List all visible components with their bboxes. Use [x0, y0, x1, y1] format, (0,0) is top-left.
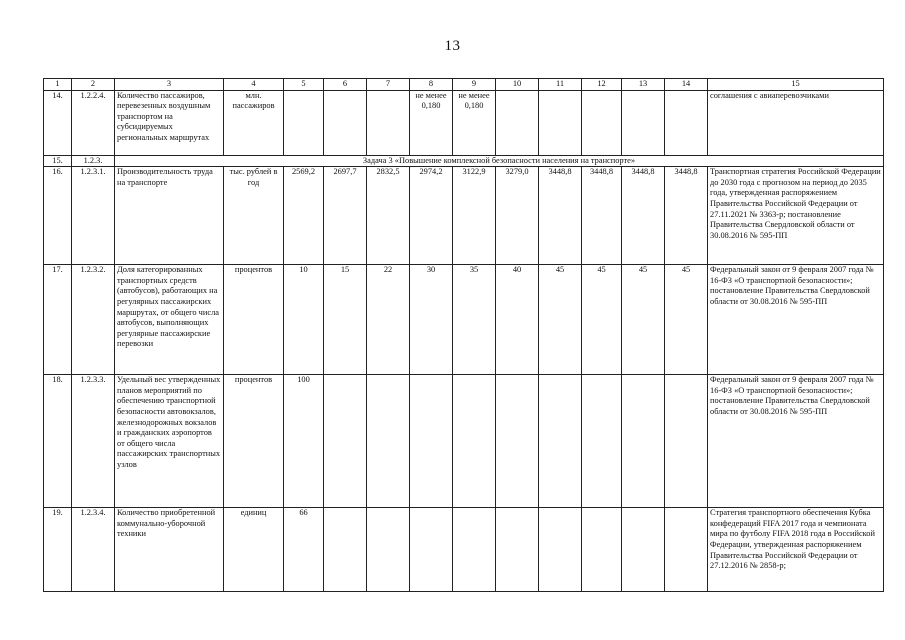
row-code: 1.2.3.2. [72, 265, 115, 375]
value-cell: 66 [284, 508, 324, 592]
value-cell: 45 [665, 265, 708, 375]
value-cell [324, 508, 367, 592]
page-number: 13 [444, 38, 461, 54]
row-code: 1.2.3.1. [72, 167, 115, 265]
value-cell: 3448,8 [539, 167, 582, 265]
unit-cell: тыс. рублей в год [224, 167, 284, 265]
unit-cell: млн. пассажиров [224, 90, 284, 155]
unit-cell: процентов [224, 375, 284, 508]
value-cell: 2832,5 [367, 167, 410, 265]
header-cell: 10 [496, 79, 539, 91]
header-cell: 8 [410, 79, 453, 91]
value-cell [324, 90, 367, 155]
indicators-table [43, 78, 884, 592]
value-cell: не менее 0,180 [453, 90, 496, 155]
value-cell: 10 [284, 265, 324, 375]
value-cell: 45 [582, 265, 622, 375]
value-cell [582, 375, 622, 508]
value-cell: 30 [410, 265, 453, 375]
table-row [44, 265, 884, 375]
header-cell: 15 [708, 79, 884, 91]
unit-cell: процентов [224, 265, 284, 375]
row-code: 1.2.3.4. [72, 508, 115, 592]
table-row [44, 90, 884, 155]
task-title: Задача 3 «Повышение комплексной безопасности населения на транспорте» [115, 155, 884, 167]
value-cell [324, 375, 367, 508]
header-cell: 5 [284, 79, 324, 91]
header-cell: 13 [622, 79, 665, 91]
value-cell [410, 508, 453, 592]
header-cell: 4 [224, 79, 284, 91]
value-cell: 2697,7 [324, 167, 367, 265]
row-code: 1.2.3.3. [72, 375, 115, 508]
header-cell: 12 [582, 79, 622, 91]
value-cell: 3448,8 [665, 167, 708, 265]
row-number: 19. [44, 508, 72, 592]
value-cell: 22 [367, 265, 410, 375]
value-cell [453, 508, 496, 592]
header-cell: 3 [115, 79, 224, 91]
value-cell: 15 [324, 265, 367, 375]
value-cell [582, 508, 622, 592]
value-cell: 40 [496, 265, 539, 375]
value-cell [496, 508, 539, 592]
value-cell: 2974,2 [410, 167, 453, 265]
value-cell [284, 90, 324, 155]
value-cell [453, 375, 496, 508]
row-number: 18. [44, 375, 72, 508]
indicator-name: Количество пассажиров, перевезенных воздушным транспортом на субсидируемых региональных маршрутах [115, 90, 224, 155]
source-cell: соглашения с авиаперевозчиками [708, 90, 884, 155]
row-number: 17. [44, 265, 72, 375]
value-cell: не менее 0,180 [410, 90, 453, 155]
value-cell [539, 375, 582, 508]
value-cell [665, 375, 708, 508]
value-cell: 3448,8 [622, 167, 665, 265]
value-cell [665, 90, 708, 155]
indicator-name: Доля категорированных транспортных средств (автобусов), работающих на регулярных пассажирских маршрутах, от общего числа автобусов, выполняющих регулярные пассажирские перевозки [115, 265, 224, 375]
table-row [44, 375, 884, 508]
task-row [44, 155, 884, 167]
value-cell [410, 375, 453, 508]
row-number: 14. [44, 90, 72, 155]
value-cell [622, 90, 665, 155]
value-cell [367, 90, 410, 155]
source-cell: Федеральный закон от 9 февраля 2007 года № 16-ФЗ «О транспортной безопасности»; постановление Правительства Свердловской области от 30.08.2016 № 595-ПП [708, 265, 884, 375]
value-cell [539, 508, 582, 592]
header-cell: 1 [44, 79, 72, 91]
value-cell [367, 375, 410, 508]
value-cell: 3122,9 [453, 167, 496, 265]
value-cell: 3448,8 [582, 167, 622, 265]
value-cell [665, 508, 708, 592]
header-cell: 6 [324, 79, 367, 91]
indicator-name: Количество приобретенной коммунально-уборочной техники [115, 508, 224, 592]
value-cell [622, 508, 665, 592]
value-cell: 2569,2 [284, 167, 324, 265]
value-cell: 35 [453, 265, 496, 375]
value-cell [496, 90, 539, 155]
column-number-row [44, 79, 884, 91]
header-cell: 11 [539, 79, 582, 91]
table-row [44, 508, 884, 592]
row-number: 15. [44, 155, 72, 167]
value-cell [582, 90, 622, 155]
value-cell: 100 [284, 375, 324, 508]
source-cell: Стратегия транспортного обеспечения Кубка конфедераций FIFA 2017 года и чемпионата мира по футболу FIFA 2018 года в Российской Федерации, утвержденная распоряжением Правительства Российской Федерации от 27.12.2016 № 2858-р; [708, 508, 884, 592]
row-code: 1.2.3. [72, 155, 115, 167]
value-cell [622, 375, 665, 508]
value-cell [367, 508, 410, 592]
value-cell [539, 90, 582, 155]
row-code: 1.2.2.4. [72, 90, 115, 155]
row-number: 16. [44, 167, 72, 265]
header-cell: 9 [453, 79, 496, 91]
source-cell: Федеральный закон от 9 февраля 2007 года № 16-ФЗ «О транспортной безопасности»; постановление Правительства Свердловской области от 30.08.2016 № 595-ПП [708, 375, 884, 508]
value-cell: 45 [622, 265, 665, 375]
header-cell: 14 [665, 79, 708, 91]
indicator-name: Производительность труда на транспорте [115, 167, 224, 265]
value-cell [496, 375, 539, 508]
source-cell: Транспортная стратегия Российской Федерации до 2030 года с прогнозом на период до 2035 года, утвержденная распоряжением Правительства Российской Федерации от 27.11.2021 № 3363-р; постановление Правительства Свердловской области от 30.08.2016 № 595-ПП [708, 167, 884, 265]
indicator-name: Удельный вес утвержденных планов мероприятий по обеспечению транспортной безопасности автовокзалов, железнодорожных вокзалов и гражданских аэропортов от общего числа пассажирских транспортных узлов [115, 375, 224, 508]
table-row [44, 167, 884, 265]
value-cell: 45 [539, 265, 582, 375]
value-cell: 3279,0 [496, 167, 539, 265]
unit-cell: единиц [224, 508, 284, 592]
header-cell: 2 [72, 79, 115, 91]
header-cell: 7 [367, 79, 410, 91]
